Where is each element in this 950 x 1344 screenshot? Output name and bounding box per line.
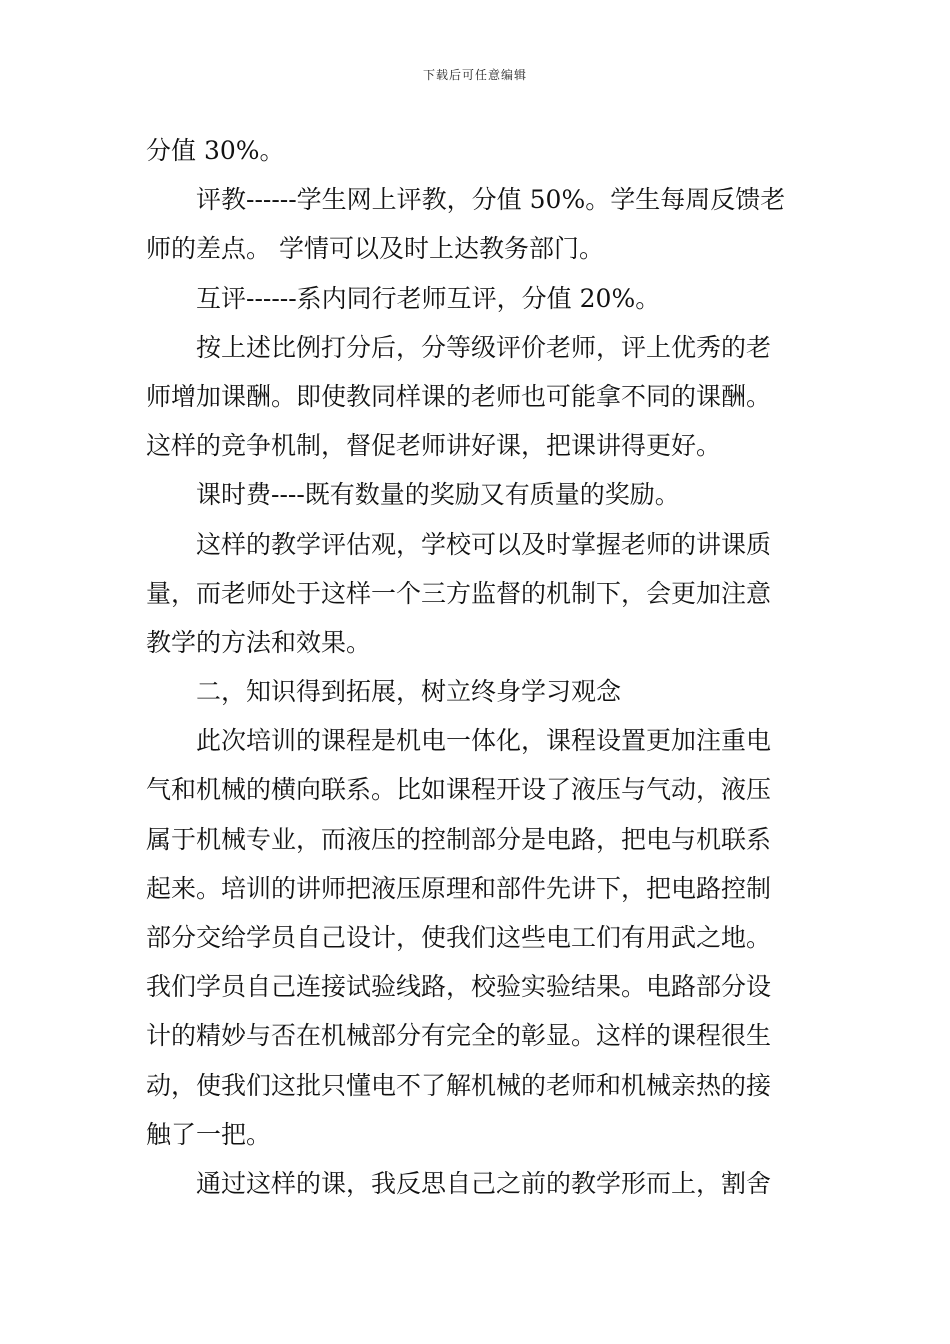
- section-heading: 二，知识得到拓展，树立终身学习观念: [196, 677, 622, 707]
- text-line: 此次培训的课程是机电一体化，课程设置更加注重电: [196, 726, 772, 756]
- text-line: 这样的教学评估观，学校可以及时掌握老师的讲课质: [196, 529, 772, 559]
- text-line: 触了一把。: [146, 1119, 272, 1149]
- text-line: 互评------系内同行老师互评，分值 20%。: [196, 283, 661, 313]
- text-line: 课时费----既有数量的奖励又有质量的奖励。: [196, 480, 680, 510]
- text-line: 评教------学生网上评教，分值 50%。学生每周反馈老: [196, 185, 786, 215]
- text-line: 通过这样的课，我反思自己之前的教学形而上，割舍: [196, 1168, 772, 1198]
- text-line: 气和机械的横向联系。比如课程开设了液压与气动，液压: [146, 775, 772, 805]
- page-header: 下载后可任意编辑: [422, 68, 527, 82]
- text-line: 分值 30%。: [146, 136, 285, 165]
- text-line: 我们学员自己连接试验线路，校验实验结果。电路部分设: [146, 972, 772, 1002]
- text-line: 量，而老师处于这样一个三方监督的机制下，会更加注意: [146, 578, 772, 608]
- text-line: 教学的方法和效果。: [146, 627, 372, 657]
- text-line: 起来。培训的讲师把液压原理和部件先讲下，把电路控制: [146, 873, 772, 903]
- document-body: [146, 126, 818, 1208]
- text-line: 这样的竞争机制，督促老师讲好课，把课讲得更好。: [146, 431, 722, 461]
- text-line: 属于机械专业，而液压的控制部分是电路，把电与机联系: [146, 824, 772, 854]
- text-line: 师的差点。 学情可以及时上达教务部门。: [146, 234, 604, 264]
- text-line: 按上述比例打分后，分等级评价老师，评上优秀的老: [196, 332, 772, 362]
- text-line: 师增加课酬。即使教同样课的老师也可能拿不同的课酬。: [146, 381, 772, 411]
- text-line: 部分交给学员自己设计，使我们这些电工们有用武之地。: [146, 923, 772, 952]
- text-line: 计的精妙与否在机械部分有完全的彰显。这样的课程很生: [146, 1021, 772, 1051]
- text-line: 动，使我们这批只懂电不了解机械的老师和机械亲热的接: [146, 1070, 772, 1100]
